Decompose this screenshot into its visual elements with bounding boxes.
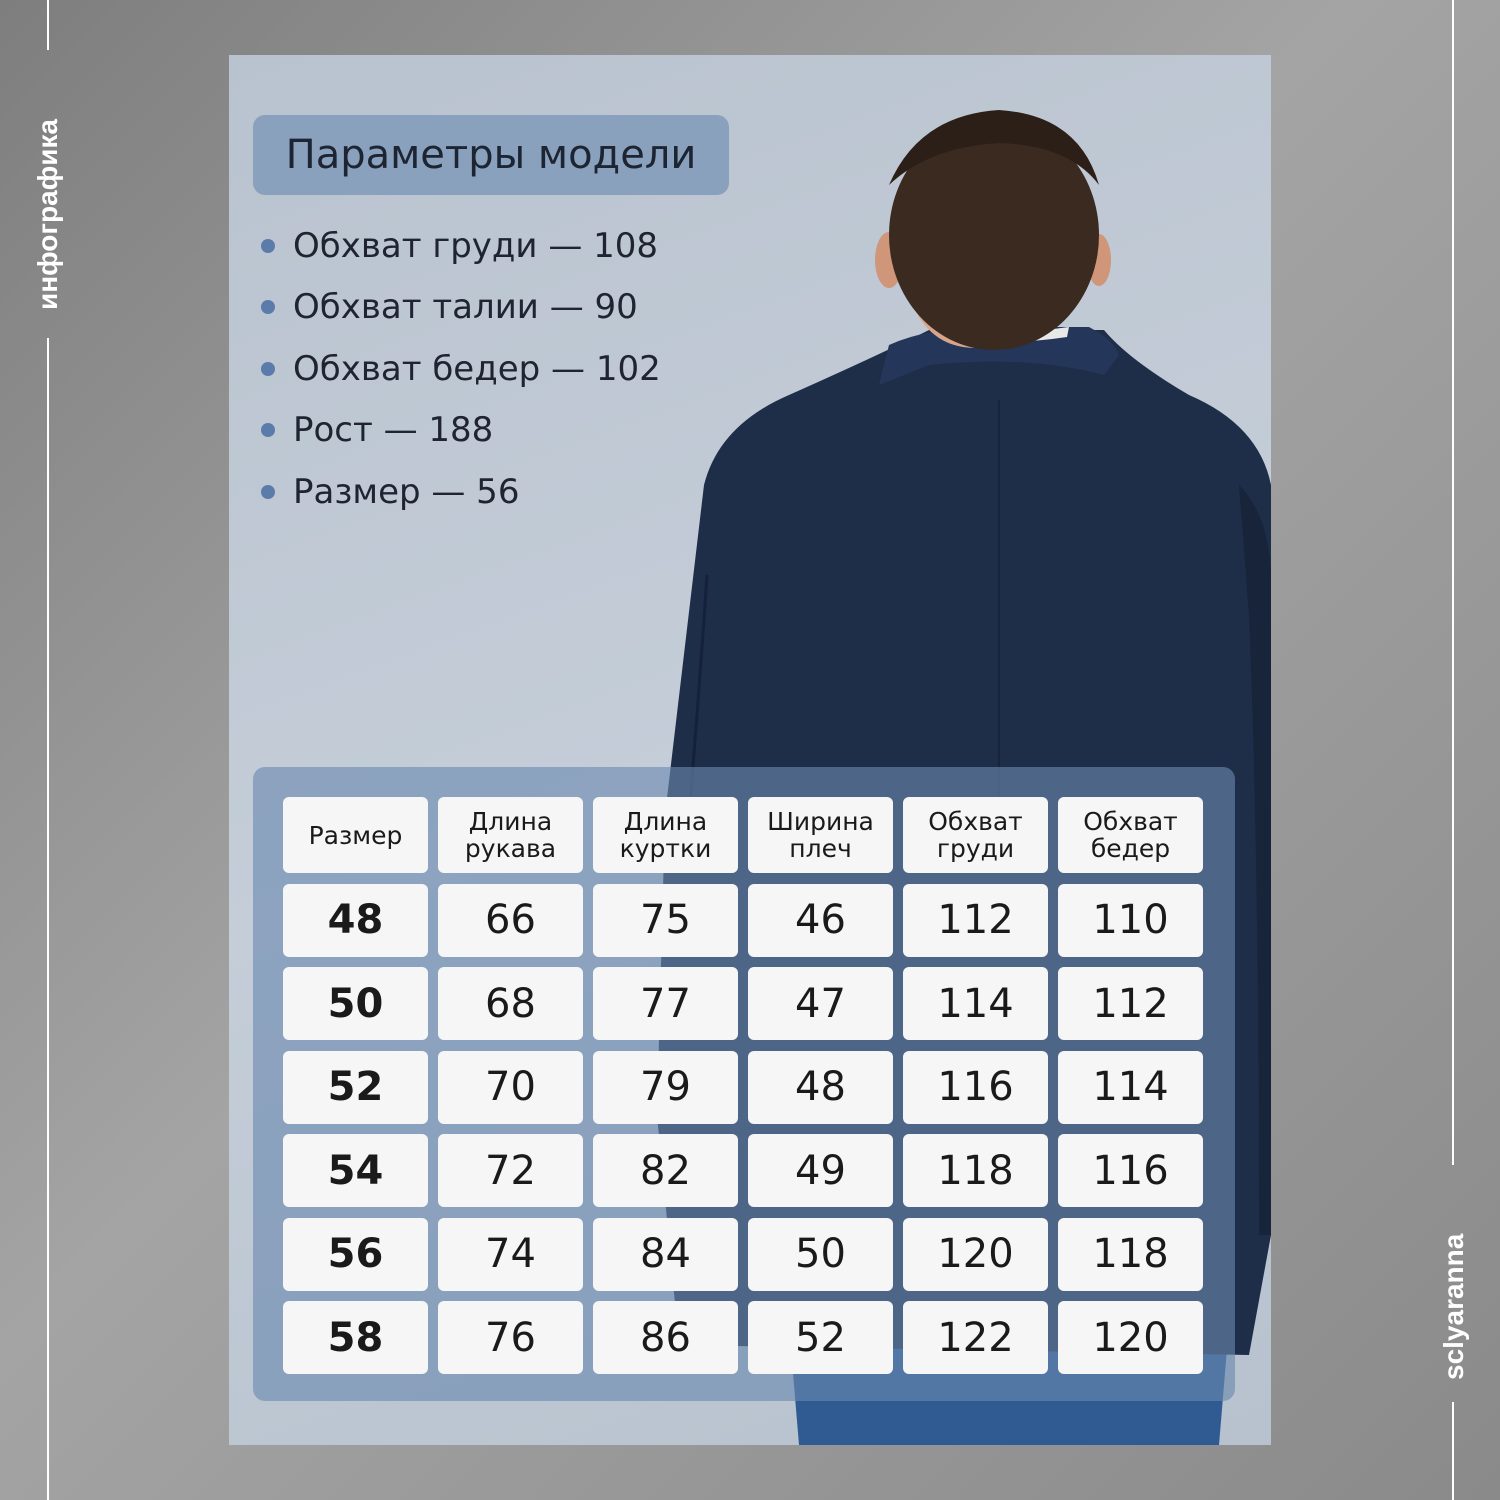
table-header-cell: Длина рукава [438,797,583,873]
table-cell: 116 [1058,1134,1203,1207]
table-cell-size: 56 [283,1218,428,1291]
table-cell: 116 [903,1051,1048,1124]
right-divider-bottom [1452,1402,1454,1500]
table-cell: 79 [593,1051,738,1124]
table-cell: 86 [593,1301,738,1374]
table-cell: 118 [903,1134,1048,1207]
list-item: Рост — 188 [261,400,661,462]
size-table [283,797,1203,1374]
table-cell: 120 [903,1218,1048,1291]
table-cell: 66 [438,884,583,957]
bullet-icon [261,362,275,376]
left-divider-top [47,0,49,50]
table-header-cell: Обхват бедер [1058,797,1203,873]
table-cell: 46 [748,884,893,957]
table-cell: 48 [748,1051,893,1124]
bullet-icon [261,485,275,499]
table-cell: 118 [1058,1218,1203,1291]
table-cell: 72 [438,1134,583,1207]
table-header-cell: Обхват груди [903,797,1048,873]
page-title: Параметры модели [285,132,697,178]
right-divider-top [1452,0,1454,1165]
list-item: Размер — 56 [261,461,661,523]
table-cell: 70 [438,1051,583,1124]
table-cell: 114 [1058,1051,1203,1124]
bullet-icon [261,423,275,437]
side-label-left: инфографика [32,119,63,310]
left-divider-bottom [47,338,49,1500]
title-badge [253,115,729,195]
table-header-cell: Ширина плеч [748,797,893,873]
table-cell: 112 [1058,967,1203,1040]
table-cell: 47 [748,967,893,1040]
list-item: Обхват бедер — 102 [261,338,661,400]
size-table-panel [253,767,1235,1401]
table-cell: 84 [593,1218,738,1291]
table-cell: 74 [438,1218,583,1291]
table-cell: 49 [748,1134,893,1207]
list-item: Обхват груди — 108 [261,215,661,277]
bullet-icon [261,239,275,253]
table-cell: 110 [1058,884,1203,957]
table-cell-size: 48 [283,884,428,957]
table-cell: 112 [903,884,1048,957]
table-cell: 68 [438,967,583,1040]
infographic-card [229,55,1271,1445]
table-cell-size: 58 [283,1301,428,1374]
table-cell: 120 [1058,1301,1203,1374]
list-item: Обхват талии — 90 [261,277,661,339]
table-cell-size: 52 [283,1051,428,1124]
table-cell: 52 [748,1301,893,1374]
table-cell: 50 [748,1218,893,1291]
table-cell: 75 [593,884,738,957]
table-cell: 76 [438,1301,583,1374]
table-header-cell: Длина куртки [593,797,738,873]
table-cell: 82 [593,1134,738,1207]
bullet-icon [261,300,275,314]
table-cell: 114 [903,967,1048,1040]
table-header-cell: Размер [283,797,428,873]
table-cell: 122 [903,1301,1048,1374]
side-label-right: sclyaranna [1438,1233,1469,1380]
table-cell: 77 [593,967,738,1040]
table-cell-size: 50 [283,967,428,1040]
table-cell-size: 54 [283,1134,428,1207]
model-params-list [261,215,661,523]
